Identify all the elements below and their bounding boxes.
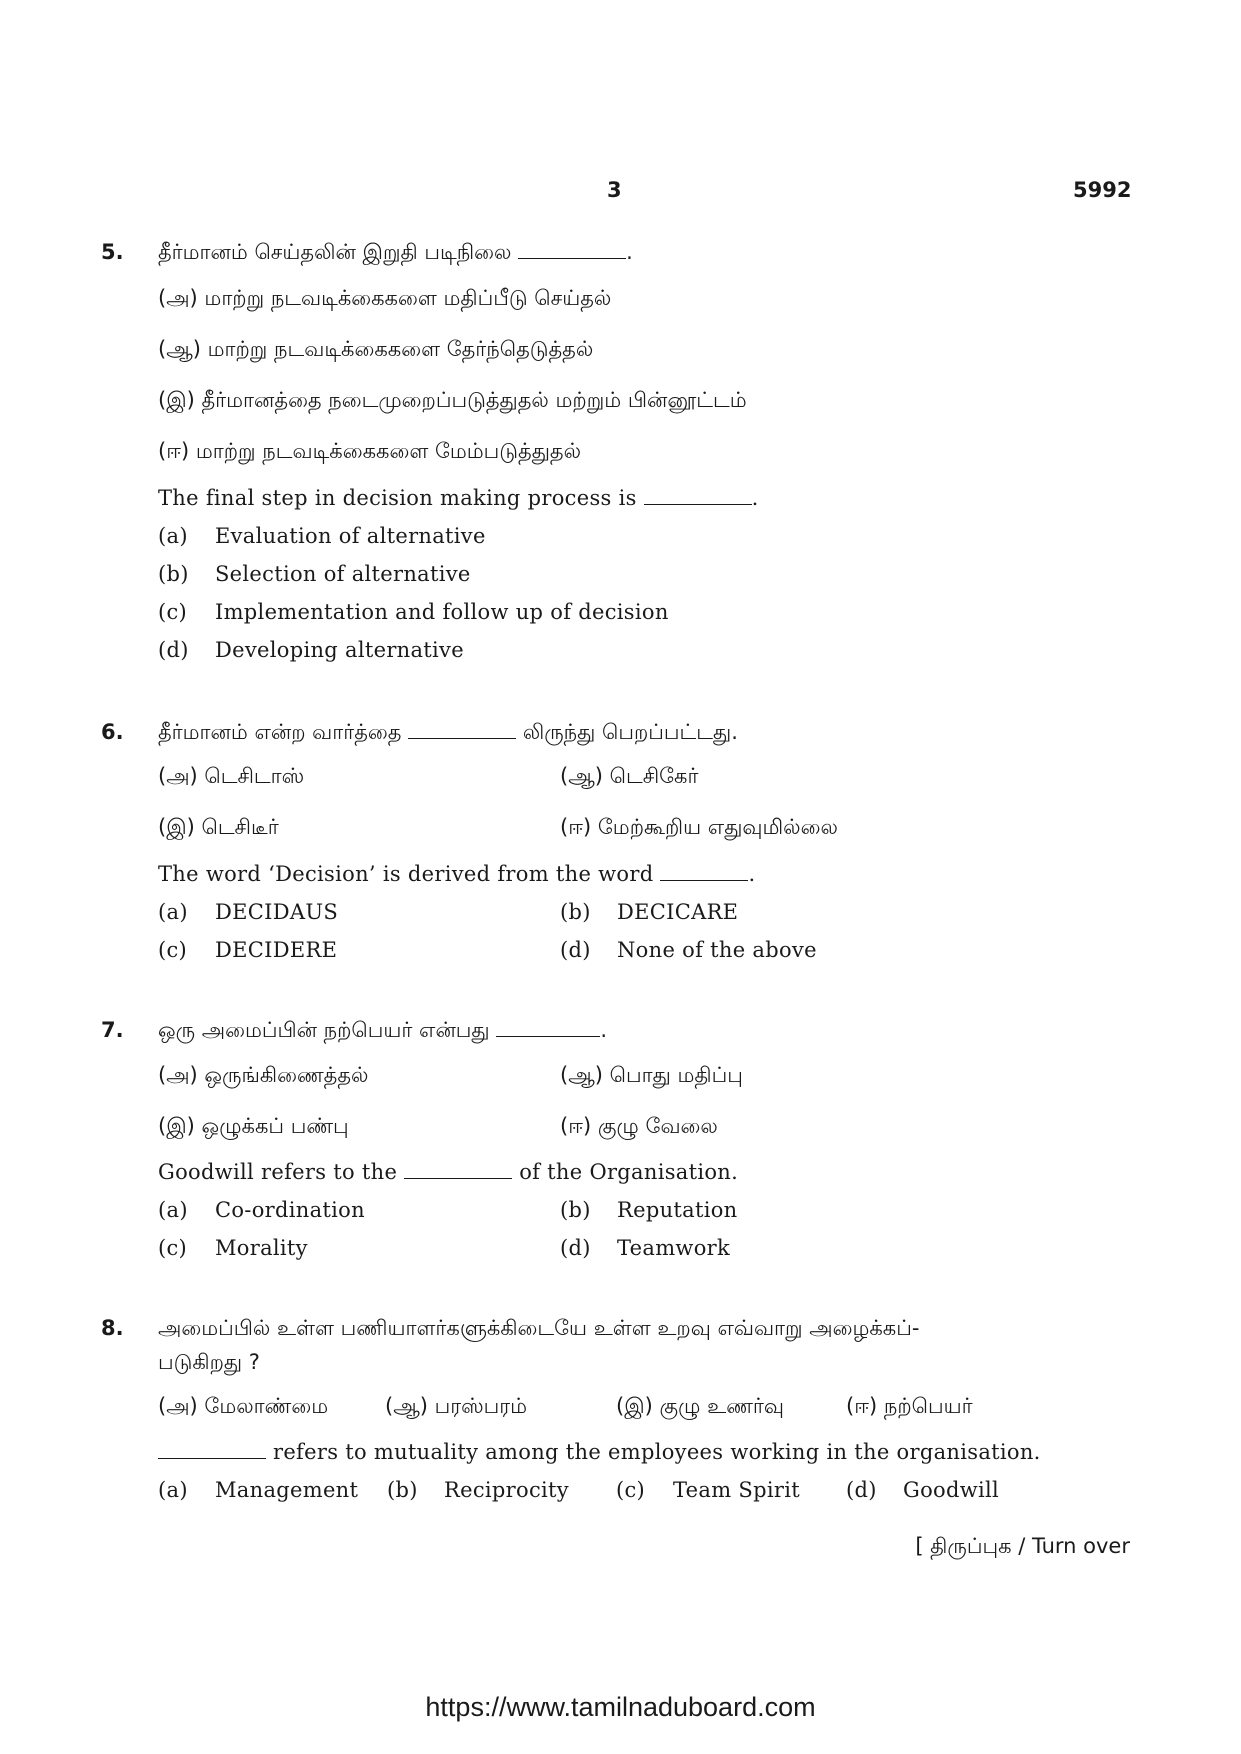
question-7-option-a-text: Co-ordination <box>215 1198 365 1222</box>
question-5-option-c: (c) <box>158 600 188 624</box>
question-number: 6. <box>101 720 124 744</box>
question-6-option-c: (c) <box>158 938 188 962</box>
question-7-tamil-option-d: (ஈ) குழு வேலை <box>560 1114 718 1138</box>
question-8-tamil-stem-line2: படுகிறது ? <box>158 1350 260 1374</box>
page-number: 3 <box>607 178 622 202</box>
turn-over-note: [ திருப்புக / Turn over <box>915 1534 1130 1558</box>
question-5-option-b: (b) <box>158 562 189 586</box>
question-8-tamil-option-c: (இ) குழு உணர்வு <box>616 1394 784 1418</box>
question-7-english-stem: Goodwill refers to the of the Organisation. <box>158 1160 739 1184</box>
question-8-tamil-stem-line1: அமைப்பில் உள்ள பணியாளர்களுக்கிடையே உள்ள உறவு எவ்வாறு அழைக்கப்- <box>158 1316 920 1340</box>
question-7-option-d-text: Teamwork <box>617 1236 731 1260</box>
question-5-tamil-stem: தீர்மானம் செய்தலின் இறுதி படிநிலை . <box>158 240 633 264</box>
question-6-option-a: (a) <box>158 900 188 924</box>
question-6-option-a-text: DECIDAUS <box>215 900 339 924</box>
question-7-option-c: (c) <box>158 1236 188 1260</box>
question-6-option-c-text: DECIDERE <box>215 938 338 962</box>
question-5-english-stem: The final step in decision making process is . <box>158 486 759 510</box>
question-7-tamil-option-c: (இ) ஒழுக்கப் பண்பு <box>158 1114 349 1138</box>
question-8-tamil-option-d: (ஈ) நற்பெயர் <box>846 1394 973 1418</box>
question-8-tamil-option-b: (ஆ) பரஸ்பரம் <box>385 1394 528 1418</box>
question-number: 8. <box>101 1316 124 1340</box>
question-number: 5. <box>101 240 124 264</box>
question-6-english-stem: The word ‘Decision’ is derived from the word . <box>158 862 756 886</box>
question-8-option-a: (a) <box>158 1478 188 1502</box>
question-7-option-d: (d) <box>560 1236 591 1260</box>
question-5-option-a: (a) <box>158 524 188 548</box>
question-6-tamil-option-b: (ஆ) டெசிகேர் <box>560 764 699 788</box>
question-5-option-c-text: Implementation and follow up of decision <box>215 600 669 624</box>
question-6-option-b-text: DECICARE <box>617 900 739 924</box>
question-6-option-d-text: None of the above <box>617 938 817 962</box>
paper-code: 5992 <box>1073 178 1132 202</box>
question-7-tamil-option-b: (ஆ) பொது மதிப்பு <box>560 1063 743 1087</box>
question-5-option-a-text: Evaluation of alternative <box>215 524 486 548</box>
question-8-option-b-text: Reciprocity <box>444 1478 569 1502</box>
question-5-tamil-option-d: (ஈ) மாற்று நடவடிக்கைகளை மேம்படுத்துதல் <box>158 439 582 463</box>
question-6-tamil-option-c: (இ) டெசிடீர் <box>158 815 279 839</box>
question-8-option-c-text: Team Spirit <box>673 1478 800 1502</box>
question-7-option-a: (a) <box>158 1198 188 1222</box>
footer-url[interactable]: https://www.tamilnaduboard.com <box>425 1692 816 1722</box>
question-8-option-b: (b) <box>387 1478 418 1502</box>
question-5-tamil-option-a: (அ) மாற்று நடவடிக்கைகளை மதிப்பீடு செய்தல் <box>158 286 612 310</box>
question-6-option-d: (d) <box>560 938 591 962</box>
question-7-tamil-option-a: (அ) ஒருங்கிணைத்தல் <box>158 1063 369 1087</box>
question-5-option-d: (d) <box>158 638 189 662</box>
question-7-option-b-text: Reputation <box>617 1198 738 1222</box>
question-6-tamil-stem: தீர்மானம் என்ற வார்த்தை லிருந்து பெறப்பட்டது. <box>158 720 738 744</box>
question-8-option-c: (c) <box>616 1478 646 1502</box>
question-8-tamil-option-a: (அ) மேலாண்மை <box>158 1394 329 1418</box>
question-5-tamil-option-b: (ஆ) மாற்று நடவடிக்கைகளை தேர்ந்தெடுத்தல் <box>158 337 594 361</box>
question-6-tamil-option-d: (ஈ) மேற்கூறிய எதுவுமில்லை <box>560 815 838 839</box>
question-8-english-stem: refers to mutuality among the employees working in the organisation. <box>158 1440 1041 1464</box>
question-8-option-a-text: Management <box>215 1478 359 1502</box>
question-8-option-d-text: Goodwill <box>903 1478 1000 1502</box>
question-number: 7. <box>101 1018 124 1042</box>
question-8-option-d: (d) <box>846 1478 877 1502</box>
question-7-option-b: (b) <box>560 1198 591 1222</box>
question-7-option-c-text: Morality <box>215 1236 308 1260</box>
question-5-tamil-option-c: (இ) தீர்மானத்தை நடைமுறைப்படுத்துதல் மற்றும் பின்னூட்டம் <box>158 388 747 412</box>
question-7-tamil-stem: ஒரு அமைப்பின் நற்பெயர் என்பது . <box>158 1018 608 1042</box>
question-5-option-b-text: Selection of alternative <box>215 562 471 586</box>
question-6-tamil-option-a: (அ) டெசிடாஸ் <box>158 764 305 788</box>
question-6-option-b: (b) <box>560 900 591 924</box>
question-5-option-d-text: Developing alternative <box>215 638 464 662</box>
